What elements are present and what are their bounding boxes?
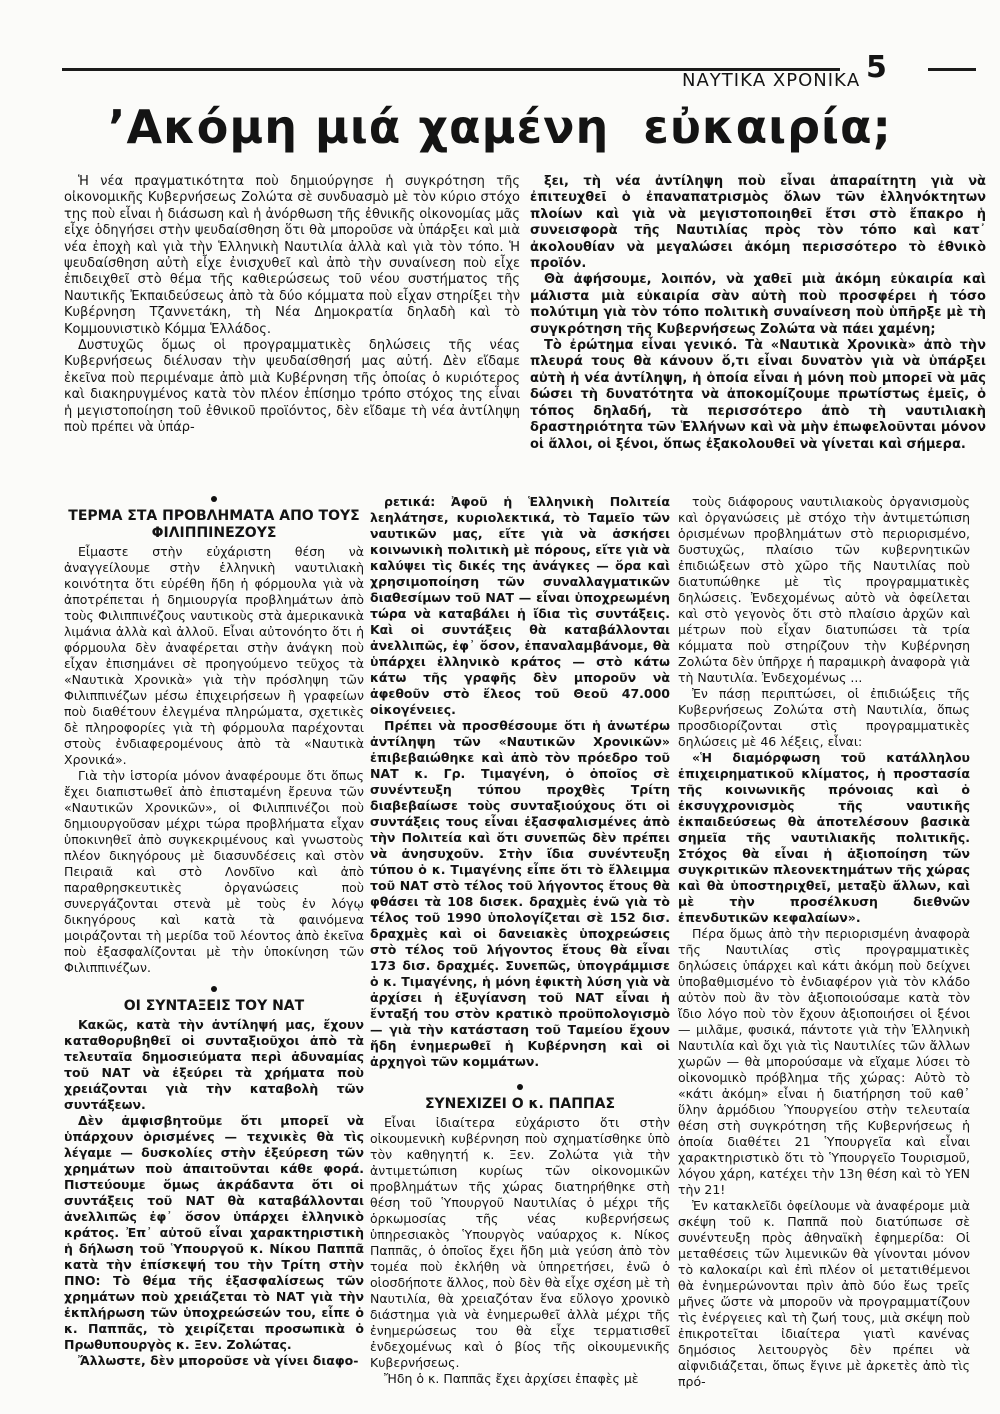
paragraph: τοὺς διάφορους ναυτιλιακοὺς ὀργανισμοὺς καὶ ὀργανώσεις μὲ στόχο τὴν ἀντιμετώπιση ὁρισμένων προβλημάτων στὸ περιορισμένο, δυστυχῶς, πλαίσιο τῶν κυβερνητικῶν ἐπιδιώξεων στὸ χῶρο τῆς Ναυτιλίας ποὺ διατυπώθηκε μὲ τὶς προγραμματικὲς δηλώσεις. Ἐνδεχομένως αὐτὸ νὰ ὀφείλεται καὶ στὸ γεγονὸς ὅτι στὸ πλαίσιο ἀρχῶν καὶ μέτρων ποὺ εἶχαν διατυπώσει τὰ τρία κόμματα ποὺ στηρίζουν τὴν Κυβέρνηση Ζολώτα δὲν ὑπῆρχε ἡ παραμικρὴ ἀναφορὰ γιὰ τὴ Ναυτιλία. Ἐνδεχομένως ... (678, 494, 970, 685)
paragraph: Ἄλλωστε, δὲν μποροῦσε νὰ γίνει διαφο- (78, 1353, 359, 1368)
column-3 (678, 494, 970, 1390)
paragraph: Κακῶς, κατὰ τὴν ἀντίληψή μας, ἔχουν καταθορυβηθεῖ οἱ συνταξιοῦχοι ἀπὸ τὰ τελευταῖα δημοσιεύματα περὶ ἀδυναμίας τοῦ ΝΑΤ νὰ ἐξεύρει τὰ χρήματα ποὺ χρειάζονται γιὰ τὴν καταβολὴ τῶν συντάξεων. (64, 1017, 364, 1112)
paragraph: Εἶναι ἰδιαίτερα εὐχάριστο ὅτι στὴν οἰκουμενικὴ κυβέρνηση ποὺ σχηματίσθηκε ὑπὸ τὸν καθηγητή κ. Ξεν. Ζολώτα γιὰ τὴν ἀντιμετώπιση κυρίως τῶν οἰκονομικῶν προβλημάτων τῆς χώρας διατηρήθηκε στὴ θέση τοῦ Ὑπουργοῦ Ναυτιλίας ὁ μέχρι τῆς ὁρκωμοσίας τῆς νέας κυβερνήσεως ὑπηρεσιακὸς Ὑπουργὸς ναύαρχος κ. Νίκος Παππᾶς, ὁ ὁποῖος ἔχει ἤδη μιὰ γεύση ἀπὸ τὸν τομέα ποὺ ἐκλήθη νὰ ὑπηρετήσει, ἐνῶ ὁ οἱοσδήποτε ἄλλος, ποὺ δὲν θὰ εἶχε σχέση μὲ τὴ Ναυτιλία, θὰ χρειαζόταν ἕνα εὔλογο χρονικὸ διάστημα γιὰ νὰ ἐνημερωθεῖ ἀλλὰ μέχρι τῆς ἐνημερώσεως του θὰ εἶχε τερματισθεῖ ἐνδεχομένως καὶ ὁ βίος τῆς οἰκουμενικῆς Κυβερνήσεως. (370, 1115, 670, 1370)
section-heading: ΣΥΝΕΧΙΖΕΙ Ο κ. ΠΑΠΠΑΣ (424, 1096, 616, 1112)
paragraph: Εἶμαστε στὴν εὐχάριστη θέση νὰ ἀναγγείλουμε στὴν ἑλληνικὴ ναυτιλιακὴ κοινότητα ὅτι εὑρέθη ἤδη ἡ φόρμουλα γιὰ νὰ ἀποτρέπεται ἡ δημιουργία προβλημάτων ἀπὸ τοὺς Φιλιππινέζους ναυτικοὺς στὰ ἀμερικανικὰ λιμάνια ἀλλὰ καὶ ἀλλοῦ. Εἶναι αὐτονόητο ὅτι ἡ φόρμουλα δὲν ἀναφέρεται στὴν ἀνάγκη ποὺ εἶχαν ἐπισημάνει σὲ προηγούμενο τεῦχος τὰ «Ναυτικὰ Χρονικὰ» γιὰ τὴν πρόσληψη τῶν Φιλιππινέζων μέσω ἐπιχειρήσεων ἢ γραφείων ποὺ διαθέτουν ἐλεγμένα πληρώματα, σχετικὲς δὲ πληροφορίες γιὰ τὴ φόρμουλα παρέχονται στοὺς ἐνδιαφερομένους ἀπὸ τὰ «Ναυτικὰ Χρονικά». (64, 544, 364, 767)
section-heading: ΟΙ ΣΥΝΤΑΞΕΙΣ ΤΟΥ ΝΑΤ (123, 998, 305, 1014)
publication-name: ΝΑΥΤΙΚΑ ΧΡΟΝΙΚΑ (682, 70, 861, 91)
paragraph: Θὰ ἀφήσουμε, λοιπόν, νὰ χαθεῖ μιὰ ἀκόμη εὐκαιρία καὶ μάλιστα μιὰ εὐκαιρία σὰν αὐτὴ ποὺ προσφέρει ἡ τόσο πολύτιμη γιὰ τὸν τόπο πολιτικὴ συναίνεση ποὺ ὑπῆρξε μὲ τὴ συγκρότηση τῆς Κυβερνήσεως Ζολώτα νὰ πάει χαμένη; (530, 272, 986, 337)
header-rule-right (928, 68, 976, 71)
editorial-intro-right (530, 174, 986, 453)
paragraph: Τὸ ἐρώτημα εἶναι γενικό. Τὰ «Ναυτικὰ Χρονικὰ» ἀπὸ τὴν πλευρά τους θὰ κάνουν ὅ,τι εἶναι δυνατὸν γιὰ νὰ ὑπάρξει αὐτὴ ἡ νέα ἀντίληψη, ἡ ὁποία εἶναι ἡ μόνη ποὺ μπορεῖ νὰ μᾶς δώσει τὴ δυνατότητα νὰ ἀποκομίζουμε πρωτίστως ἐμεῖς, ὁ τόπος δηλαδή, τὰ περισσότερο ἀπὸ τὴ ναυτιλιακὴ δραστηριότητα τῶν Ἑλλήνων καὶ νὰ μὴν ἐπωφελοῦνται μόνον οἱ ἄλλοι, οἱ ξένοι, ὅπως ἐξακολουθεῖ νὰ γίνεται καὶ σήμερα. (530, 338, 986, 452)
paragraph: Δὲν ἀμφισβητοῦμε ὅτι μπορεῖ νὰ ὑπάρχουν ὁρισμένες — τεχνικὲς θὰ τὶς λέγαμε — δυσκολίες στὴν ἐξεύρεση τῶν χρημάτων ποὺ ἀπαιτοῦνται κάθε φορά. Πιστεύουμε ὅμως ἀκράδαντα ὅτι οἱ συντάξεις τοῦ ΝΑΤ θὰ καταβάλλονται ἀνελλιπῶς ἐφ᾽ ὅσον ὑπάρχει ἑλληνικὸ κράτος. Ἐπ᾽ αὐτοῦ εἶναι χαρακτηριστικὴ ἡ δήλωση τοῦ Ὑπουργοῦ κ. Νίκου Παππᾶ κατὰ τὴν ἐπίσκεψή του τὴν Τρίτη στὴν ΠΝΟ: Τὸ θέμα τῆς ἐξασφαλίσεως τῶν χρημάτων ποὺ χρειάζεται τὸ ΝΑΤ γιὰ τὴν ἐκπλήρωση τῶν ὑποχρεώσεών του, εἶπε ὁ κ. Παππᾶς, τὸ χειρίζεται προσωπικὰ ὁ Πρωθυπουργὸς κ. Ξεν. Ζολώτας. (64, 1113, 364, 1352)
quote-paragraph: «Ἡ διαμόρφωση τοῦ κατάλληλου ἐπιχειρηματικοῦ κλίματος, ἡ προστασία τῆς κοινωνικῆς πρόνοιας καὶ ὁ ἐκσυγχρονισμὸς τῆς ναυτικῆς ἐκπαιδεύσεως θὰ ἀποτελέσουν βασικὰ σημεῖα τῆς ναυτιλιακῆς πολιτικῆς. Στόχος θὰ εἶναι ἡ ἀξιοποίηση τῶν συγκριτικῶν πλεονεκτημάτων τῆς χώρας καὶ θὰ ὑποστηριχθεῖ, μεταξὺ ἄλλων, καὶ μὲ τὴν προσέλκυση διεθνῶν ἐπενδυτικῶν κεφαλαίων». (678, 750, 970, 925)
headline: ’Ακόμη μιά χαμένη εὐκαιρία; (108, 100, 892, 154)
column-2 (370, 494, 670, 1387)
column-1 (64, 494, 364, 1369)
section-heading: ΤΕΡΜΑ ΣΤΑ ΠΡΟΒΛΗΜΑΤΑ ΑΠΟ ΤΟΥΣ ΦΙΛΙΠΠΙΝΕΖΟΥΣ (68, 508, 360, 541)
paragraph: Δυστυχῶς ὅμως οἱ προγραμματικὲς δηλώσεις τῆς νέας Κυβερνήσεως διέλυσαν τὴν ψευδαίσθησή μας αὐτή. Δὲν εἴδαμε ἐκεῖνα ποὺ περιμέναμε ἀπὸ μιὰ Κυβέρνηση τῆς ὁποίας ὁ κυριότερος καὶ διακηρυγμένος κατὰ τὸν πλέον ἐπίσημο τρόπο στόχος της εἶναι ἡ μεγιστοποίηση τοῦ ἐθνικοῦ προϊόντος, δὲν εἴδαμε τὴ νέα ἀντίληψη ποὺ πρέπει νὰ ὑπάρ- (64, 338, 520, 436)
paragraph: Γιὰ τὴν ἱστορία μόνον ἀναφέρουμε ὅτι ὅπως ἔχει διαπιστωθεῖ ἀπὸ ἐπισταμένη ἔρευνα τῶν «Ναυτικῶν Χρονικῶν», οἱ Φιλιππινέζοι ποὺ δημιουργοῦσαν μέχρι τώρα προβλήματα εἶχαν ὑποκινηθεῖ ἀπὸ συγκεκριμένους καὶ γνωστοὺς πλέον δικηγόρους μὲ διασυνδέσεις καὶ στὸν Πειραιᾶ καὶ στὸ Λονδῖνο καὶ ἀπὸ παραθρησκευτικὲς ὀργανώσεις ποὺ συνεργάζονται στενὰ μὲ τοὺς ἐν λόγῳ δικηγόρους καὶ κατὰ τὰ φαινόμενα μοιράζονται τὴ μερίδα τοῦ λέοντος ἀπὸ ἐκεῖνα ποὺ ἐξασφαλίζονται μὲ τὴν ὑποκίνηση τῶν Φιλιππινέζων. (64, 768, 364, 975)
editorial-intro-left (64, 174, 520, 437)
bullet-dot (211, 496, 217, 502)
paragraph: Ἤδη ὁ κ. Παππᾶς ἔχει ἀρχίσει ἐπαφὲς μὲ (384, 1371, 639, 1386)
paragraph: ξει, τὴ νέα ἀντίληψη ποὺ εἶναι ἀπαραίτητη γιὰ νὰ ἐπιτευχθεῖ ὁ ἐπαναπατρισμὸς ὅλων τῶν ἑλληνόκτητων πλοίων καὶ γιὰ νὰ μεγιστοποιηθεῖ ἔτσι στὸ ἔπακρο ἡ συνεισφορὰ τῆς Ναυτιλίας πρὸς τὸν τόπο καὶ κατ᾽ ἀκολουθίαν νὰ μεγαλώσει ἀκόμη περισσότερο τὸ ἐθνικὸ προϊόν. (530, 174, 986, 272)
bullet-dot (211, 986, 217, 992)
paragraph: Πέρα ὅμως ἀπὸ τὴν περιορισμένη ἀναφορὰ τῆς Ναυτιλίας στὶς προγραμματικὲς δηλώσεις ὑπάρχει καὶ κάτι ἀκόμη ποὺ δείχνει ὑποβαθμισμένο τὸ ἐνδιαφέρον γιὰ τὸν κλάδο αὐτὸν ποὺ ἂν τὸν ἀξιοποιούσαμε κατὰ τὸν ἴδιο λόγο ποὺ τὸν ἔχουν ἀξιοποιήσει οἱ ξένοι — μιλᾶμε, φυσικά, πάντοτε γιὰ τὴν Ἑλληνικὴ Ναυτιλία καὶ ὄχι γιὰ τὶς Ναυτιλίες τῶν ἄλλων χωρῶν — θὰ μπορούσαμε νὰ εἴχαμε λύσει τὸ οἰκονομικὸ πρόβλημα τῆς χώρας: Αὐτὸ τὸ «κάτι ἀκόμη» εἶναι ἡ διατήρηση τοῦ καθ᾽ ὕλην ἁρμόδιου Ὑπουργείου στὴν τελευταία θέση στὴ συγκρότηση τῆς Κυβερνήσεως ἡ ὁποία διαθέτει 21 Ὑπουργεῖα καὶ εἶναι χαρακτηριστικὸ ὅτι τὸ Ὑπουργεῖο Τουρισμοῦ, λόγου χάρη, κατέχει τὴν 13η θέση καὶ τὸ ΥΕΝ τὴν 21! (678, 926, 970, 1197)
paragraph: Πρέπει νὰ προσθέσουμε ὅτι ἡ ἀνωτέρω ἀντίληψη τῶν «Ναυτικῶν Χρονικῶν» ἐπιβεβαιώθηκε καὶ ἀπὸ τὸν πρόεδρο τοῦ ΝΑΤ κ. Γρ. Τιμαγένη, ὁ ὁποῖος σὲ συνέντευξη τύπου προχθὲς Τρίτη διαβεβαίωσε τοὺς συνταξιούχους ὅτι οἱ συντάξεις τους εἶναι ἐξασφαλισμένες ἀπὸ τὴν Πολιτεία καὶ ὅτι συνεπῶς δὲν πρέπει νὰ ἀνησυχοῦν. Στὴν ἴδια συνέντευξη τύπου ὁ κ. Τιμαγένης εἶπε ὅτι τὸ ἔλλειμμα τοῦ ΝΑΤ στὸ τέλος τοῦ λήγοντος ἔτους θὰ φθάσει τὰ 108 δισεκ. δραχμὲς ἐνῶ γιὰ τὸ τέλος τοῦ 1990 ὑπολογίζεται σὲ 152 δισ. δραχμὲς καὶ οἱ δανειακὲς ὑποχρεώσεις στὸ τέλος τοῦ λήγοντος ἔτους θὰ εἶναι 173 δισ. δραχμές. Συνεπῶς, ὑπογράμμισε ὁ κ. Τιμαγένης, ἡ μόνη ἐφικτὴ λύση γιὰ νὰ ἀρχίσει ἡ ἐξυγίανση τοῦ ΝΑΤ εἶναι ἡ ἔνταξή του στὸν κρατικὸ προϋπολογισμὸ — γιὰ τὴν κατάσταση τοῦ Ταμείου ἔχουν ἤδη ἐνημερωθεῖ ἡ Κυβέρνηση καὶ οἱ ἀρχηγοὶ τῶν κομμάτων. (370, 718, 670, 1069)
paragraph: Ἐν πάσῃ περιπτώσει, οἱ ἐπιδιώξεις τῆς Κυβερνήσεως Ζολώτα στὴ Ναυτιλία, ὅπως προσδιορίζονται στὶς προγραμματικὲς δηλώσεις μὲ 46 λέξεις, εἶναι: (678, 686, 970, 749)
page-number: 5 (866, 50, 887, 85)
paragraph: Ἐν κατακλεῖδι ὀφείλουμε νὰ ἀναφέρομε μιὰ σκέψη τοῦ κ. Παππᾶ ποὺ διατύπωσε σὲ συνέντευξη πρὸς ἀθηναϊκὴ ἐφημερίδα: Οἱ μεταθέσεις τῶν λιμενικῶν θὰ γίνονται μόνον τὸ καλοκαίρι καὶ ἐπὶ πλέον οἱ μετατιθέμενοι θὰ ἐνημερώνονται πρὶν ἀπὸ δύο ἕως τρεῖς μῆνες ὥστε νὰ μποροῦν νὰ προγραμματίζουν τὶς ἐνέργειες καὶ τὴ ζωή τους, μιὰ σκέψη ποὺ ἐπικροτεῖται ἰδιαίτερα γιατὶ κανένας δημόσιος λειτουργὸς δὲν πρέπει νὰ αἰφνιδιάζεται, ὅπως ἔγινε μὲ ἀρκετὲς ἀπὸ τὶς πρό- (678, 1198, 970, 1389)
paragraph: Ἡ νέα πραγματικότητα ποὺ δημιούργησε ἡ συγκρότηση τῆς οἰκονομικῆς Κυβερνήσεως Ζολώτα σὲ συνδυασμὸ μὲ τὸν κύριο στόχο της ποὺ εἶναι ἡ διάσωση καὶ ἡ ἀνόρθωση τῆς ἐθνικῆς οἰκονομίας μᾶς εἶχε ὁδηγήσει στὴν ψευδαίσθηση ὅτι θὰ μποροῦσε νὰ ὑπάρξει καὶ μιὰ νέα ἐποχὴ καὶ γιὰ τὴν Ἑλληνικὴ Ναυτιλία ἀλλὰ καὶ γιὰ τὸν τόπο. Ἡ ψευδαίσθηση αὐτὴ εἶχε ἐνισχυθεῖ καὶ ἀπὸ τὴν συναίνεση ποὺ εἶχε ἐπιδειχθεῖ στὸ θέμα τῆς καθιερώσεως τοῦ νέου συστήματος τῆς Ναυτικῆς Ἐκπαιδεύσεως ἀπὸ τὰ δύο κόμματα ποὺ εἶχαν στηρίξει τὴν Κυβέρνηση Τζαννετάκη, τὴ Νέα Δημοκρατία δηλαδὴ καὶ τὸ Κομμουνιστικὸ Κόμμα Ἑλλάδος. (64, 174, 520, 337)
paragraph: ρετικά: Ἀφοῦ ἡ Ἑλληνικὴ Πολιτεία λεηλάτησε, κυριολεκτικά, τὸ Ταμεῖο τῶν ναυτικῶν μας, εἴτε γιὰ νὰ ἀσκήσει κοινωνικὴ πολιτικὴ μὲ πόρους, εἴτε γιὰ νὰ καλύψει τὶς δικές της ἀνάγκες — ὅρα καὶ χρησιμοποίηση τῶν συναλλαγματικῶν διαθεσίμων τοῦ ΝΑΤ — εἶναι ὑποχρεωμένη τώρα νὰ καταβάλει ἡ ἴδια τὶς συντάξεις. Καὶ οἱ συντάξεις θὰ καταβάλλονται ἀνελλιπῶς, ἐφ᾽ ὅσον, ἐπαναλαμβάνομε, θὰ ὑπάρχει ἑλληνικὸ κράτος — στὸ κάτω κάτω τῆς γραφῆς δὲν μποροῦν νὰ ἀφεθοῦν στὸ ἔλεος τοῦ Θεοῦ 47.000 οἰκογένειες. (370, 494, 670, 717)
bullet-dot (517, 1084, 523, 1090)
